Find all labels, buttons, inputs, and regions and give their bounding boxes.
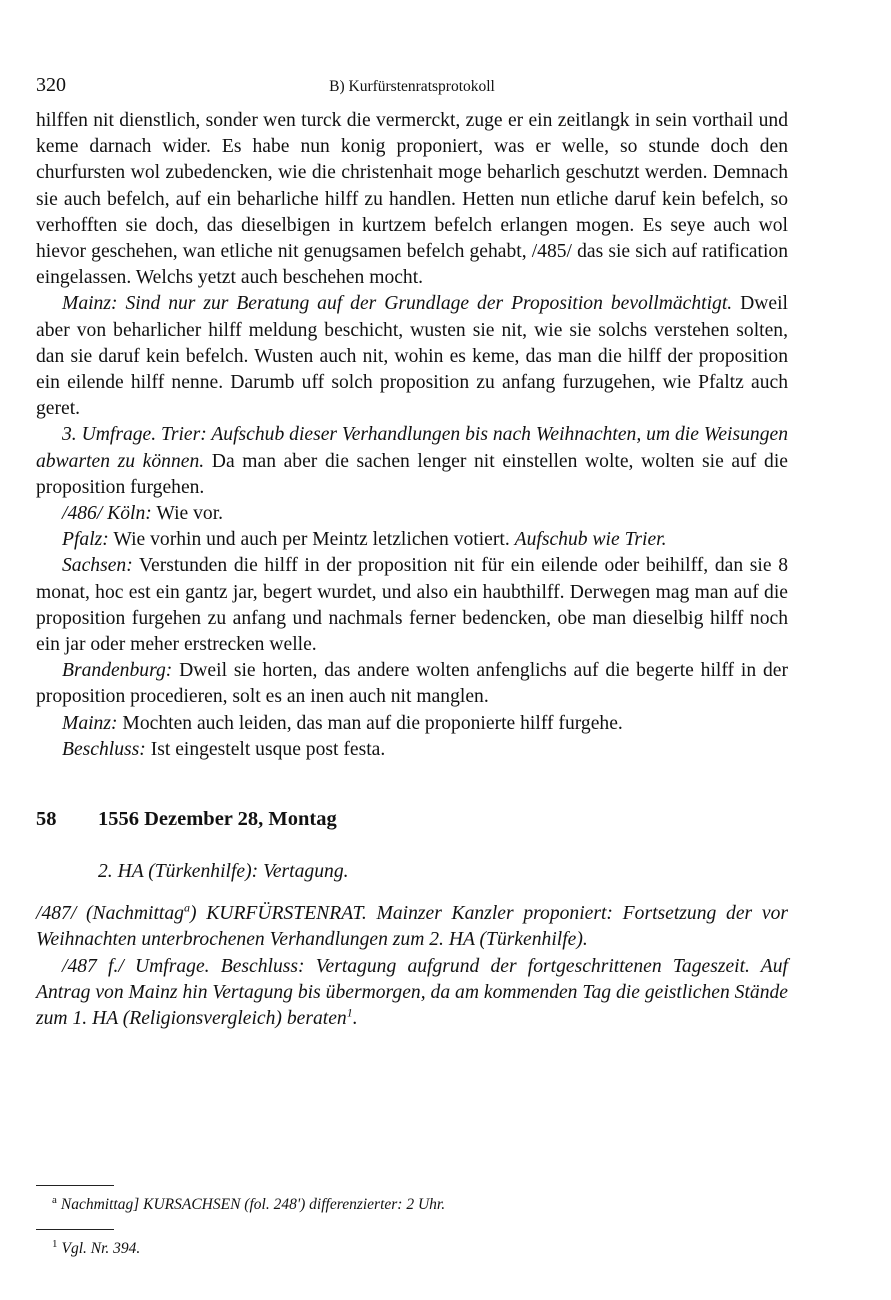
section-title: 1556 Dezember 28, Montag [98, 808, 337, 831]
paragraph-mainz: Mainz: Sind nur zur Beratung auf der Grundlage der Proposition bevollmächtigt. Dweil aber von beharlicher hilff meldung beschicht, wusten sie nit, wie sie solchs verstehen solten, dan sie daruf kein befelch. Wusten auch nit, wohin es keme, das man die hilff der proposition ein eilende hilff nenne. Darumb uff solch proposition zu anfang furzugehen, wie Pfaltz auch geret. [36, 293, 788, 420]
footnote-ref-1: 1 [346, 1005, 353, 1020]
running-head [36, 72, 788, 98]
footnotes [36, 1185, 788, 1273]
session-paragraph: /487/ (Nachmittag$^a$) KURFÜRSTENRAT. Mainzer Kanzler proponiert: Fortsetzung der vor Weihnachten unterbrochenen Verhandlungen zum 2. HA (Türkenhilfe). [36, 900, 788, 951]
paragraph-trier: 3. Umfrage. Trier: Aufschub dieser Verhandlungen bis nach Weihnachten, um die Weisungen abwarten zu können. Da man aber die sachen lenger nit einstellen wolte, wolten sie auf die proposition furgehen. [36, 424, 788, 498]
page-body [36, 72, 788, 1032]
paragraph-sachsen: Sachsen: Verstunden die hilff in der proposition nit für ein eilende oder beihilff, dan sie 8 monat, hoc est ein gantz jar, begert wurdet, und also ein haubthilff. Derwegen mag man auf die proposition furgehen zu anfang und nachmals ferner bedencken, obe man dieselbig hilff noch ein jar oder meher erstrecken welle. [36, 555, 788, 656]
paragraph-pfalz: Pfalz: Wie vorhin und auch per Meintz letzlichen votiert. Aufschub wie Trier. [62, 529, 667, 551]
footnote-rule [36, 1185, 114, 1186]
footnote-rule [36, 1229, 114, 1230]
paragraph-mainz-2: Mainz: Mochten auch leiden, das man auf die proponierte hilff furgehe. [62, 712, 623, 734]
section-heading [36, 805, 788, 833]
section-number: 58 [36, 808, 57, 831]
footnote-1: $^1$ Vgl. Nr. 394. [52, 1238, 141, 1258]
session-text [36, 901, 788, 1032]
footnote-ref-a: a [183, 900, 190, 915]
page-number: 320 [36, 74, 66, 96]
paragraph-koeln: /486/ Köln: Wie vor. [62, 503, 224, 525]
paragraph: hilffen nit dienstlich, sonder wen turck die vermerckt, zuge er ein zeitlangk in sein vorthail und keme darnach wider. Es habe nun konig proponiert, was er welle, so stunde doch den churfursten wol zubedencken, wie die christenhait moge beharlich geschutzt werden. Demnach sie auch befelch, auf ein beharliche hilff zu handlen. Hetten nun etliche daruf kein befelch, so verhofften sie doch, das dieselbigen in kurtzem befelch erlangen mogen. Es seye auch wol hievor geschehen, wan etliche nit genugsamen befelch gehabt, /485/ das sie sich auf ratification eingelassen. Welchs yetzt auch beschehen mocht. [36, 110, 788, 289]
paragraph-brandenburg: Brandenburg: Dweil sie horten, das andere wolten anfenglichs auf die begerte hilff in der proposition procedieren, solt es an inen auch nit manglen. [36, 660, 788, 708]
footnote-a: $^a$ Nachmittag] KURSACHSEN (fol. 248') differenzierter: 2 Uhr. [52, 1194, 446, 1214]
session-paragraph: /487 f./ Umfrage. Beschluss: Vertagung aufgrund der fortgeschrittenen Tageszeit. Auf Antrag von Mainz hin Vertagung bis übermorgen, da am kommenden Tag die geistlichen Stände zum 1. HA (Religionsvergleich) beraten$^1$. [36, 955, 788, 1030]
running-title: B) Kurfürstenratsprotokoll [329, 78, 495, 95]
paragraph-beschluss: Beschluss: Ist eingestelt usque post festa. [62, 738, 386, 760]
section-summary: 2. HA (Türkenhilfe): Vertagung. [98, 861, 349, 883]
